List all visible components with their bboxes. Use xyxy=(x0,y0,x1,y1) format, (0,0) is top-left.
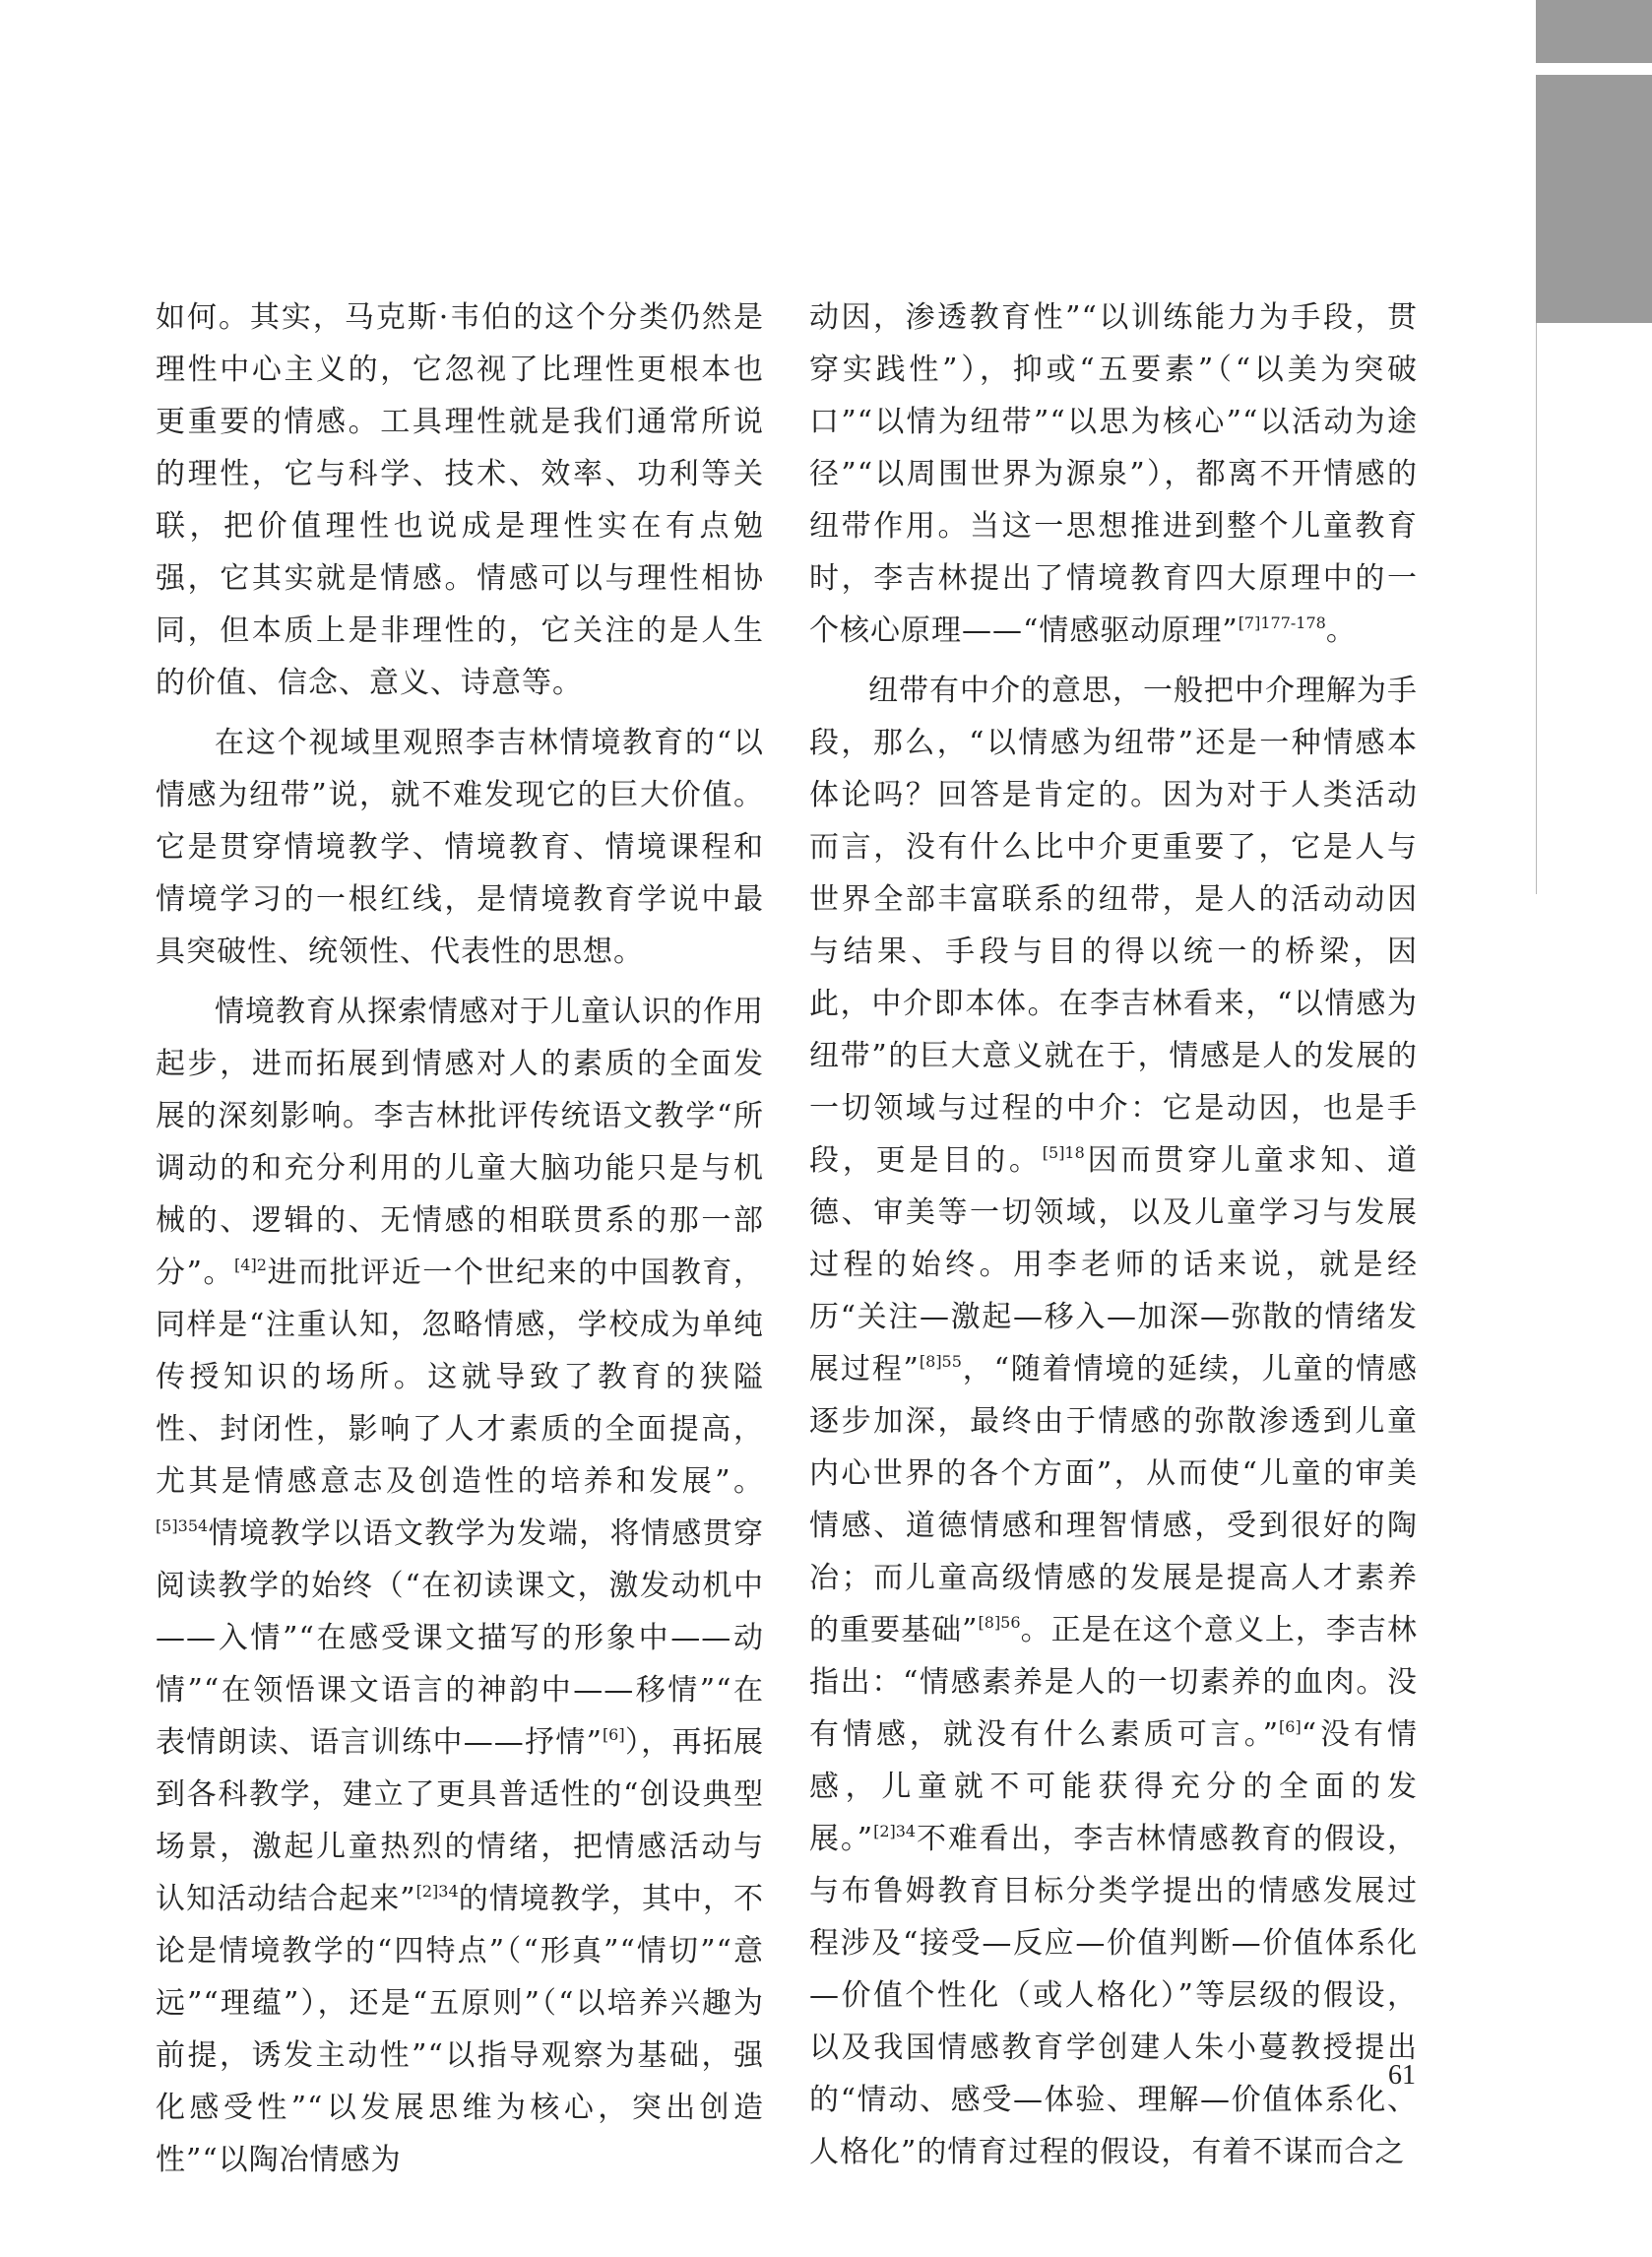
citation-ref: [5]18 xyxy=(1042,1143,1085,1162)
paragraph: 在这个视域里观照李吉林情境教育的“以情感为纽带”说，就不难发现它的巨大价值。它是贯穿情境教学、情境教育、情境课程和情境学习的一根红线，是情境教育学说中最具突破性、统领性、代表性的思想。 xyxy=(156,726,764,969)
citation-ref: [8]55 xyxy=(919,1352,962,1371)
citation-ref: [5]354 xyxy=(156,1516,209,1535)
text-run: 动因，渗透教育性”“以训练能力为手段，贯穿实践性”），抑或“五要素”（“以美为突破口”“以情为纽带”“以思为核心”“以活动为途径”“以周围世界为源泉”），都离不开情感的纽带作用。当这一思想推进到整个儿童教育时，李吉林提出了情境教育四大原理中的一个核心原理——“情感驱动原理” xyxy=(809,300,1418,648)
margin-rule xyxy=(1536,323,1537,894)
text-run: 不难看出，李吉林情感教育的假设，与布鲁姆教育目标分类学提出的情感发展过程涉及“接受—反应—价值判断—价值体系化—价值个性化（或人格化）”等层级的假设，以及我国情感教育学创建人朱小蔓教授提出的“情动、感受—体验、理解—价值体系化、人格化”的情育过程的假设，有着不谋而合之 xyxy=(809,1822,1418,2169)
text-run: ），再拓展到各科教学，建立了更具普适性的“创设典型场景，激起儿童热烈的情绪，把情感活动与认知活动结合起来” xyxy=(156,1725,764,1916)
text-run: 情境教育从探索情感对于儿童认识的作用起步，进而拓展到情感对人的素质的全面发展的深刻影响。李吉林批评传统语文教学“所调动的和充分利用的儿童大脑功能只是与机械的、逻辑的、无情感的相联贯系的那一部分”。 xyxy=(156,995,764,1290)
citation-ref: [8]56 xyxy=(978,1613,1021,1632)
citation-ref: [6] xyxy=(1279,1717,1302,1736)
paragraph xyxy=(809,665,1418,2178)
citation-ref: [2]34 xyxy=(873,1822,917,1840)
text-run: 。 xyxy=(1325,613,1357,648)
right-text-column xyxy=(809,291,1418,2178)
text-run: ，“随着情境的延续，儿童的情感逐步加深，最终由于情感的弥散渗透到儿童内心世界的各个方面”，从而使“儿童的审美情感、道德情感和理智情感，受到很好的陶冶；而儿童高级情感的发展是提高人才素养的重要基础” xyxy=(809,1352,1418,1647)
paragraph: 如何。其实，马克斯·韦伯的这个分类仍然是理性中心主义的，它忽视了比理性更根本也更重要的情感。工具理性就是我们通常所说的理性，它与科学、技术、效率、功利等关联，把价值理性也说成是理性实在有点勉强，它其实就是情感。情感可以与理性相协同，但本质上是非理性的，它关注的是人生的价值、信念、意义、诗意等。 xyxy=(156,300,764,700)
paragraph xyxy=(809,291,1418,657)
paragraph xyxy=(156,986,764,2186)
text-run: “没有情感，儿童就不可能获得充分的全面的发展。” xyxy=(809,1717,1418,1856)
text-run: 。正是在这个意义上，李吉林指出：“情感素养是人的一切素养的血肉。没有情感，就没有什么素质可言。” xyxy=(809,1613,1418,1752)
citation-ref: [6] xyxy=(602,1725,625,1744)
text-run: 进而批评近一个世纪来的中国教育，同样是“注重认知，忽略情感，学校成为单纯传授知识的场所。这就导致了教育的狭隘性、封闭性，影响了人才素质的全面提高，尤其是情感意志及创造性的培养和发展”。 xyxy=(156,1256,764,1499)
chapter-tab-bottom xyxy=(1536,75,1652,323)
citation-ref: [7]177-178 xyxy=(1238,613,1326,632)
page-number: 61 xyxy=(1388,2060,1416,2091)
text-run: 情境教学以语文教学为发端，将情感贯穿阅读教学的始终（“在初读课文，激发动机中——入情”“在感受课文描写的形象中——动情”“在领悟课文语言的神韵中——移情”“在表情朗读、语言训练中——抒情” xyxy=(156,1516,764,1760)
text-run: 的情境教学，其中，不论是情境教学的“四特点”（“形真”“情切”“意远”“理蕴”），还是“五原则”（“以培养兴趣为前提，诱发主动性”“以指导观察为基础，强化感受性”“以发展思维为核心，突出创造性”“以陶冶情感为 xyxy=(156,1882,765,2177)
left-text-column xyxy=(156,291,764,2186)
text-run: 因而贯穿儿童求知、道德、审美等一切领域，以及儿童学习与发展过程的始终。用李老师的话来说，就是经历“关注—激起—移入—加深—弥散的情绪发展过程” xyxy=(809,1143,1419,1386)
text-run: 纽带有中介的意思，一般把中介理解为手段，那么，“以情感为纽带”还是一种情感本体论吗？回答是肯定的。因为对于人类活动而言，没有什么比中介更重要了，它是人与世界全部丰富联系的纽带，是人的活动动因与结果、手段与目的得以统一的桥梁，因此，中介即本体。在李吉林看来，“以情感为纽带”的巨大意义就在于，情感是人的发展的一切领域与过程的中介：它是动因，也是手段，更是目的。 xyxy=(809,674,1418,1178)
chapter-tab-top xyxy=(1536,0,1652,63)
citation-ref: [2]34 xyxy=(415,1882,459,1901)
citation-ref: [4]2 xyxy=(234,1256,267,1274)
